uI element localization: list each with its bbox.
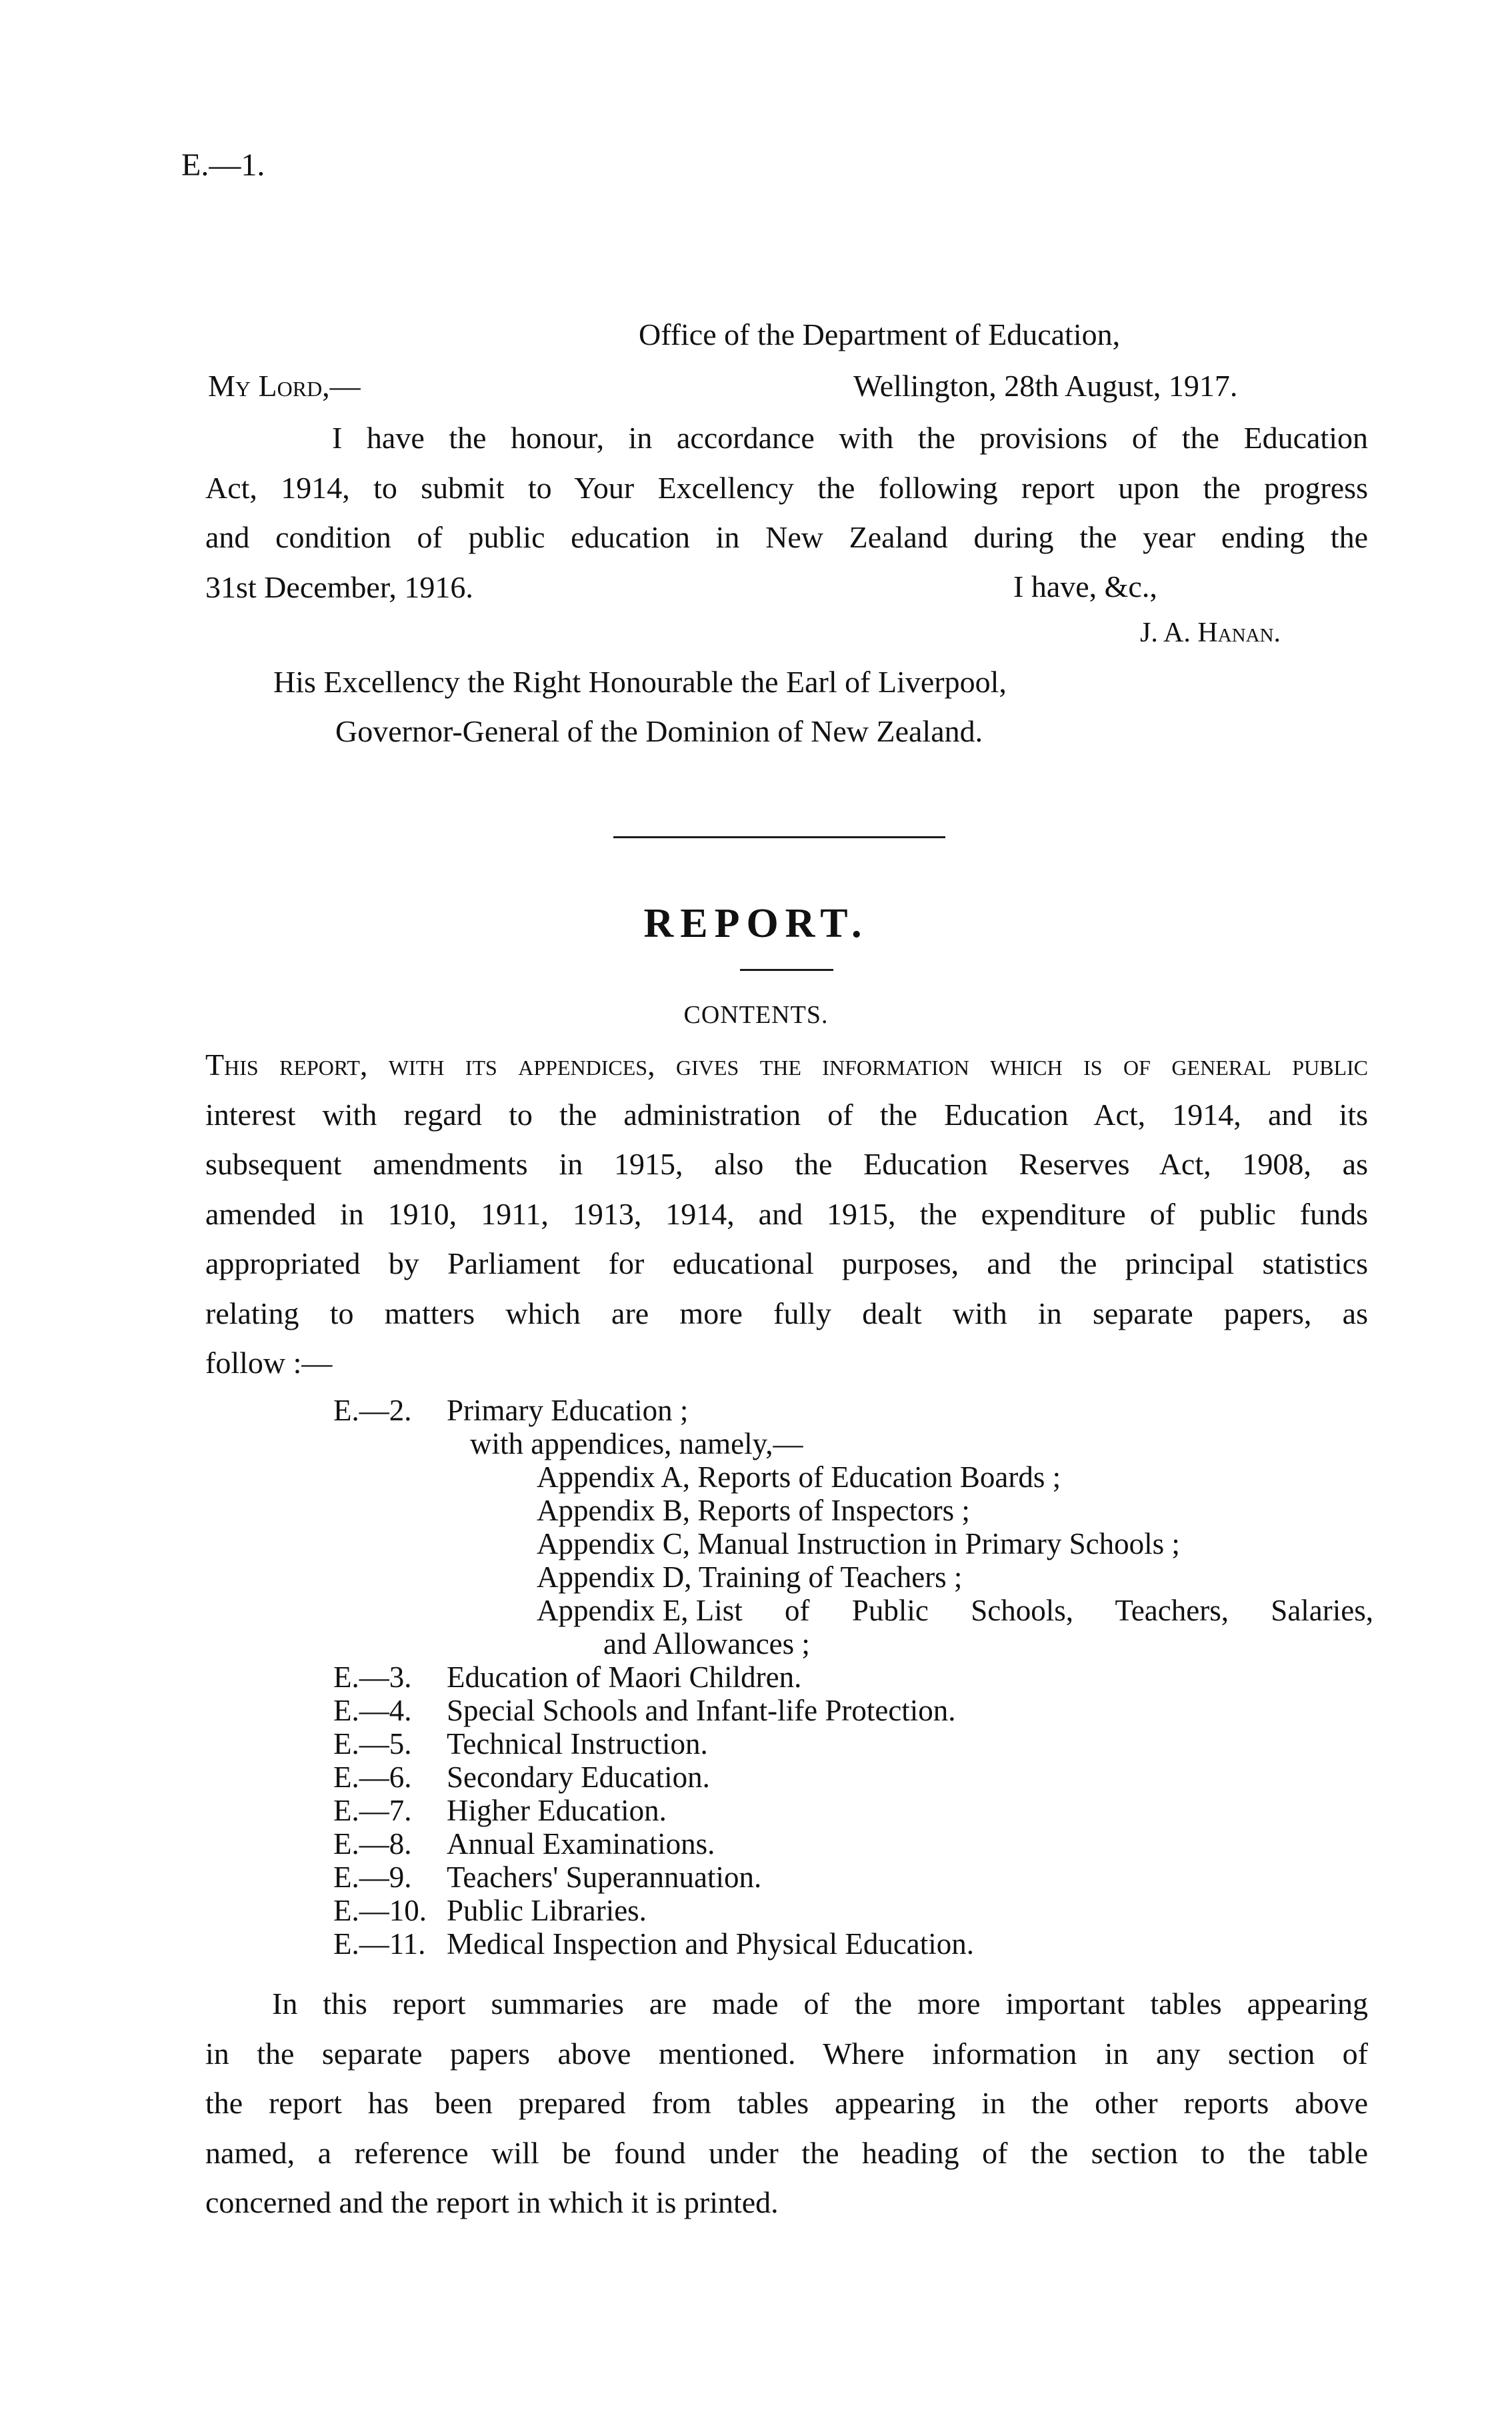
toc-appendix-label: Appendix E, — [537, 1594, 689, 1627]
summary-line: named, a reference will be found under the heading of the section to the table — [205, 2135, 1368, 2170]
toc-text: Special Schools and Infant-life Protection. — [447, 1694, 956, 1727]
toc-text: Higher Education. — [447, 1794, 667, 1827]
toc-code: E.—9. — [333, 1861, 412, 1894]
toc-item — [333, 1927, 1373, 1961]
contents-list — [333, 1394, 1373, 1961]
letter-body-line: Act, 1914, to submit to Your Excellency the following report upon the progress — [205, 470, 1368, 505]
intro-line: follow :— — [205, 1346, 333, 1380]
intro-line: appropriated by Parliament for educational purposes, and the principal statistics — [205, 1246, 1368, 1280]
toc-item — [333, 1794, 1373, 1827]
letter-office-line: Office of the Department of Education, — [639, 317, 1121, 351]
intro-line — [205, 1040, 1368, 1090]
toc-text: Medical Inspection and Physical Education. — [447, 1927, 975, 1961]
letter-signature: J. A. Hanan. — [1140, 618, 1281, 648]
letter-body — [205, 413, 1368, 612]
page-identifier: E.—1. — [181, 147, 265, 183]
toc-text: Education of Maori Children. — [447, 1660, 802, 1694]
toc-item — [333, 1394, 1373, 1427]
toc-item — [333, 1660, 1373, 1694]
toc-text: Teachers' Superannuation. — [447, 1861, 762, 1894]
toc-text: Primary Education ; — [447, 1394, 689, 1427]
report-intro — [205, 1040, 1368, 1388]
toc-text: Annual Examinations. — [447, 1827, 715, 1861]
letter-place-date: Wellington, 28th August, 1917. — [853, 369, 1238, 403]
letter-closing: I have, &c., — [1013, 569, 1157, 603]
toc-item — [333, 1694, 1373, 1727]
intro-line: relating to matters which are more fully dealt with in separate papers, as — [205, 1296, 1368, 1330]
intro-first-line: This report, with its appendices, gives the information which is of general public — [205, 1048, 1368, 1082]
summary-line: in the separate papers above mentioned. Where information in any section of — [205, 2036, 1368, 2071]
toc-item — [333, 1894, 1373, 1927]
intro-line: interest with regard to the administration of the Education Act, 1914, and its — [205, 1097, 1368, 1132]
toc-item — [333, 1727, 1373, 1760]
letter-body-line: 31st December, 1916. — [205, 569, 473, 604]
letter-address-line: His Excellency the Right Honourable the Earl of Liverpool, — [273, 665, 1007, 699]
letter-body-line: and condition of public education in New Zealand during the year ending the — [205, 520, 1368, 554]
toc-code: E.—10. — [333, 1894, 427, 1927]
toc-text: Public Libraries. — [447, 1894, 647, 1927]
toc-code: E.—2. — [333, 1394, 412, 1427]
intro-line: subsequent amendments in 1915, also the Education Reserves Act, 1908, as — [205, 1147, 1368, 1181]
toc-code: E.—7. — [333, 1794, 412, 1827]
toc-item — [333, 1760, 1373, 1794]
toc-appendix — [333, 1594, 1373, 1627]
toc-appendix: Appendix A, Reports of Education Boards ; — [537, 1460, 1061, 1494]
toc-appendix: Appendix D, Training of Teachers ; — [537, 1560, 963, 1594]
title-underline — [740, 969, 833, 971]
toc-text: Technical Instruction. — [447, 1727, 708, 1760]
toc-rows — [333, 1660, 1373, 1961]
toc-appendix: Appendix B, Reports of Inspectors ; — [537, 1494, 970, 1527]
report-summary — [205, 1979, 1368, 2228]
letter-address-line: Governor-General of the Dominion of New Zealand. — [335, 714, 983, 748]
toc-code: E.—6. — [333, 1760, 412, 1794]
report-title: REPORT. — [643, 901, 869, 946]
toc-item — [333, 1827, 1373, 1861]
toc-code: E.—4. — [333, 1694, 412, 1727]
toc-appendix-text: List of Public Schools, Teachers, Salaries, — [695, 1594, 1373, 1627]
summary-line: In this report summaries are made of the more important tables appearing — [272, 1987, 1368, 2021]
toc-code: E.—11. — [333, 1927, 426, 1961]
toc-item — [333, 1861, 1373, 1894]
section-divider — [613, 836, 945, 838]
toc-appendix-continuation: and Allowances ; — [603, 1627, 810, 1660]
toc-code: E.—8. — [333, 1827, 412, 1861]
letter-body-line: I have the honour, in accordance with the provisions of the Education — [332, 421, 1368, 455]
toc-code: E.—5. — [333, 1727, 412, 1760]
summary-line: concerned and the report in which it is printed. — [205, 2185, 779, 2219]
intro-line: amended in 1910, 1911, 1913, 1914, and 1915, the expenditure of public funds — [205, 1196, 1368, 1231]
toc-text: Secondary Education. — [447, 1760, 710, 1794]
summary-line: the report has been prepared from tables appearing in the other reports above — [205, 2086, 1368, 2120]
toc-appendix: Appendix C, Manual Instruction in Primary Schools ; — [537, 1527, 1180, 1560]
toc-appendix-intro: with appendices, namely,— — [470, 1427, 803, 1460]
contents-heading: CONTENTS. — [683, 1001, 829, 1029]
toc-code: E.—3. — [333, 1660, 412, 1694]
letter-salutation: My Lord,— — [208, 369, 361, 403]
